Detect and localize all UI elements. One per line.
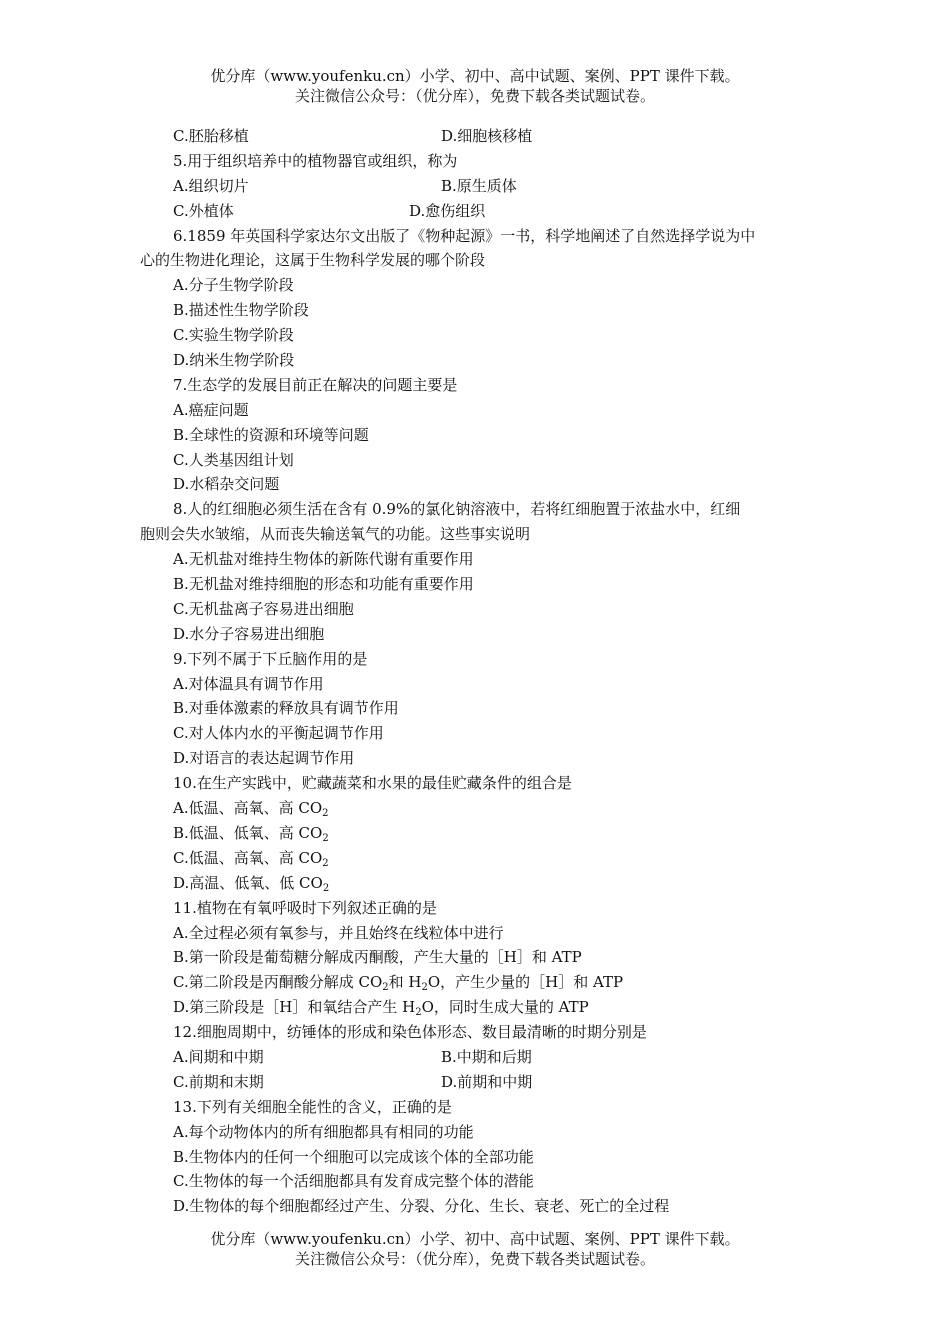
option-c: C.外植体 <box>173 201 234 220</box>
option-c: C.第二阶段是丙酮酸分解成 $CO_2$和 $H_2O$，产生少量的［H］和 ATP <box>173 973 624 994</box>
option-b: B.全球性的资源和环境等问题 <box>173 425 369 444</box>
question-11-stem <box>0 896 950 921</box>
option-d: D.水分子容易进出细胞 <box>173 624 325 643</box>
question-13-stem <box>0 1095 950 1120</box>
question-6-stem-line-1 <box>0 224 950 249</box>
option-d: D.第三阶段是［H］和氧结合产生 $H_2O$，同时生成大量的 ATP <box>173 998 589 1019</box>
header-line-2: 关注微信公众号：（优分库），免费下载各类试题试卷。 <box>294 87 655 105</box>
question-stem: 7.生态学的发展目前正在解决的问题主要是 <box>173 375 458 394</box>
option-d: D.对语言的表达起调节作用 <box>173 749 355 768</box>
header-line-1: 优分库（www.youfenku.cn）小学、初中、高中试题、案例、PPT 课件下载。 <box>210 67 740 85</box>
option-c: C.前期和末期 <box>173 1072 264 1091</box>
question-stem: 6.1859 年英国科学家达尔文出版了《物种起源》一书，科学地阐述了自然选择学说为中 <box>173 226 756 245</box>
option-b: B.无机盐对维持细胞的形态和功能有重要作用 <box>173 575 474 594</box>
option-b: B.描述性生物学阶段 <box>173 301 309 320</box>
option-c: C.对人体内水的平衡起调节作用 <box>173 724 384 743</box>
option-d: D.生物体的每个细胞都经过产生、分裂、分化、生长、衰老、死亡的全过程 <box>173 1197 670 1216</box>
question-8-stem-line-2 <box>0 522 950 547</box>
option-c: C.实验生物学阶段 <box>173 326 294 345</box>
question-5-options-ab <box>0 174 950 199</box>
option-d: D.纳米生物学阶段 <box>173 351 295 370</box>
option-b: B.低温、低氧、高 $CO_2$ <box>173 823 329 844</box>
footer-line-1: 优分库（www.youfenku.cn）小学、初中、高中试题、案例、PPT 课件下载。 <box>210 1230 740 1248</box>
question-stem: 10.在生产实践中，贮藏蔬菜和水果的最佳贮藏条件的组合是 <box>173 774 572 793</box>
option-a: A.癌症问题 <box>173 400 249 419</box>
question-stem: 11.植物在有氧呼吸时下列叙述正确的是 <box>173 898 437 917</box>
option-a: A.组织切片 <box>173 176 249 195</box>
question-stem: 心的生物进化理论，这属于生物科学发展的哪个阶段 <box>140 251 486 270</box>
question-stem: 13.下列有关细胞全能性的含义，正确的是 <box>173 1097 452 1116</box>
question-stem: 9.下列不属于下丘脑作用的是 <box>173 649 368 668</box>
question-stem: 5.用于组织培养中的植物器官或组织，称为 <box>173 151 458 170</box>
option-b: B.生物体内的任何一个细胞可以完成该个体的全部功能 <box>173 1147 534 1166</box>
option-d: D.高温、低氧、低 $CO_2$ <box>173 873 330 894</box>
option-c: C.低温、高氧、高 $CO_2$ <box>173 848 329 869</box>
option-b: B.第一阶段是葡萄糖分解成丙酮酸，产生大量的［H］和 ATP <box>173 948 582 967</box>
question-list <box>0 124 950 1219</box>
question-12-stem <box>0 1020 950 1045</box>
question-stem: 12.细胞周期中，纺锤体的形成和染色体形态、数目最清晰的时期分别是 <box>173 1023 647 1042</box>
option-c: C.无机盐离子容易进出细胞 <box>173 599 354 618</box>
option-b: B.对垂体激素的释放具有调节作用 <box>173 699 399 718</box>
question-stem: 胞则会失水皱缩，从而丧失输送氧气的功能。这些事实说明 <box>140 525 531 544</box>
footer-line-2: 关注微信公众号：（优分库），免费下载各类试题试卷。 <box>294 1250 655 1268</box>
option-d: D.细胞核移植 <box>441 127 533 145</box>
question-10-stem <box>0 771 950 796</box>
option-a: A.对体温具有调节作用 <box>173 674 324 693</box>
option-a: A.间期和中期 <box>173 1047 264 1066</box>
question-8-stem-line-1 <box>0 497 950 522</box>
option-d: D.前期和中期 <box>441 1072 533 1091</box>
option-a: A.全过程必须有氧参与，并且始终在线粒体中进行 <box>173 923 504 942</box>
option-a: A.无机盐对维持生物体的新陈代谢有重要作用 <box>173 550 474 569</box>
option-c: C.生物体的每一个活细胞都具有发育成完整个体的潜能 <box>173 1172 534 1191</box>
question-stem: 8.人的红细胞必须生活在含有 0.9%的氯化钠溶液中，若将红细胞置于浓盐水中，红细 <box>173 500 741 519</box>
page-footer <box>0 1229 950 1269</box>
option-a: A.低温、高氧、高 $CO_2$ <box>173 799 329 820</box>
question-9-stem <box>0 647 950 672</box>
option-b: B.中期和后期 <box>441 1047 532 1066</box>
question-4-options <box>0 124 950 149</box>
option-c: C.人类基因组计划 <box>173 450 294 469</box>
question-12-options-cd <box>0 1070 950 1095</box>
option-c: C.胚胎移植 <box>173 127 249 145</box>
question-12-options-ab <box>0 1045 950 1070</box>
option-b: B.原生质体 <box>441 176 517 195</box>
option-d: D.水稻杂交问题 <box>173 475 280 494</box>
option-a: A.每个动物体内的所有细胞都具有相同的功能 <box>173 1122 474 1141</box>
option-d: D.愈伤组织 <box>409 201 486 220</box>
option-a: A.分子生物学阶段 <box>173 276 294 295</box>
question-6-stem-line-2 <box>0 248 950 273</box>
question-7-stem <box>0 373 950 398</box>
question-5-stem <box>0 149 950 174</box>
page-header <box>0 66 950 106</box>
question-5-options-cd <box>0 199 950 224</box>
